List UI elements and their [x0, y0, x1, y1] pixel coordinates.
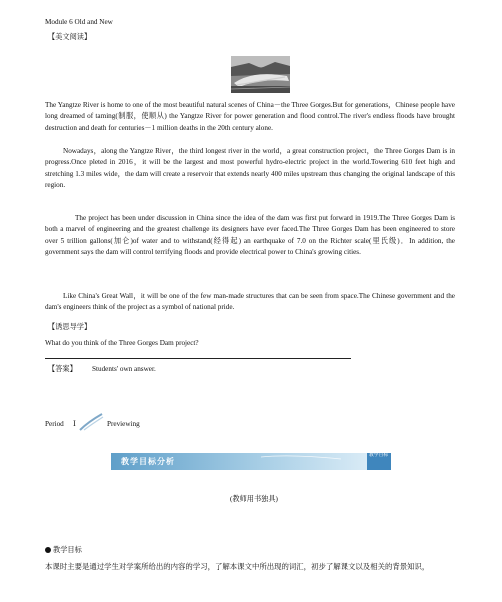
teacher-note: (教师用书独具) [230, 495, 278, 503]
objectives-text: 本课时主要是通过学生对学案所给出的内容的学习，了解本课文中所出现的词汇，初步了解课文以及相关的背景知识， [45, 562, 430, 571]
pen-stroke-icon [78, 412, 104, 432]
question-text: What do you think of the Three Gorges Dam project? [45, 339, 199, 347]
period-label: Period [45, 420, 64, 428]
objectives-heading [45, 545, 82, 556]
three-gorges-dam-photo [231, 56, 290, 93]
answer-label: 【答案】 [48, 365, 77, 373]
section-label-reading: 【美文阅读】 [48, 33, 92, 41]
section-label-guide: 【诱思导学】 [48, 323, 92, 331]
objectives-label: 教学目标 [53, 546, 82, 554]
answer-line [45, 358, 351, 359]
period-numeral: Ⅰ [73, 420, 76, 428]
banner-side-tag: 教学目标 [369, 453, 389, 458]
period-title: Previewing [107, 420, 140, 428]
paragraph-1: The Yangtze River is home to one of the most beautiful natural scenes of China－the Three Gorges.But for generations，Chinese people have long dreamed of taming(制服，使顺从) the Yangtze River for power generation and flood control.The river's endless floods have brought destruction and death for centuries－1 million deaths in the 20th century alone. [45, 101, 455, 132]
paragraph-2: Nowadays，along the Yangtze River，the third longest river in the world，a great construction project，the Three Gorges Dam is in progress.Once pleted in 2016，it will be the largest and most powerful hydro-electric project in the world.Towering 610 feet high and stretching 1.3 miles wide，the dam will create a reservoir that extends nearly 400 miles upstream thus changing the original landscape of this region. [45, 147, 455, 190]
banner-title: 教学目标分析 [121, 457, 175, 466]
module-header: Module 6 Old and New [45, 18, 113, 26]
paragraph-4: Like China's Great Wall，it will be one of the few man-made structures that can be seen from space.The Chinese government and the dam's engineers think of the project as a symbol of national pride. [45, 292, 455, 312]
paragraph-3: The project has been under discussion in China since the idea of the dam was first put forward in 1919.The Three Gorges Dam is both a marvel of engineering and the greatest challenge its designers have ever faced.The Three Gorges Dam has been engineered to store over 5 trillion gallons(加仑)of water and to withstand(经得起) an earthquake of 7.0 on the Richter scale(里氏级)．In addition, the government says the dam will control terrifying floods and provide electrical power to China's growing cities. [45, 214, 455, 257]
answer-text: Students' own answer. [92, 365, 156, 373]
bullet-icon [45, 547, 51, 553]
